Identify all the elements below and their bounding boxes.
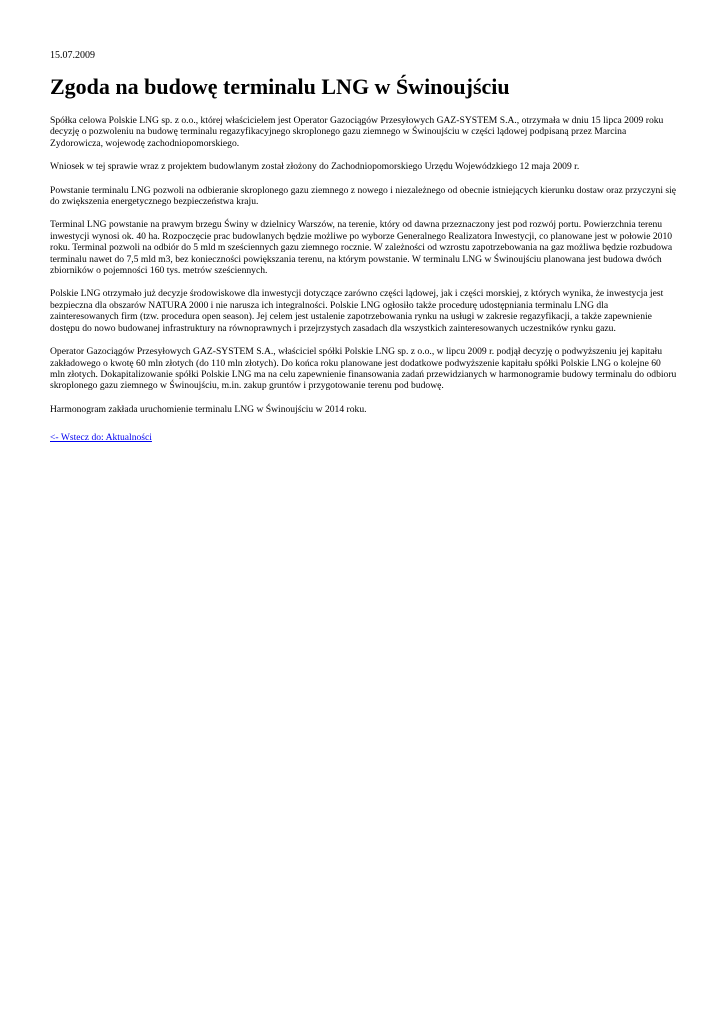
- paragraph-security: Powstanie terminalu LNG pozwoli na odbieranie skroplonego gazu ziemnego z nowego i niezależnego od obecnie istniejących kierunku dostaw oraz przyczyni się do zwiększenia energetycznego bezpieczeństwa kraju.: [50, 184, 677, 208]
- paragraph-schedule: Harmonogram zakłada uruchomienie terminalu LNG w Świnoujściu w 2014 roku.: [50, 403, 367, 415]
- paragraph-application: Wniosek w tej sprawie wraz z projektem budowlanym został złożony do Zachodniopomorskiego Urzędu Wojewódzkiego 12 maja 2009 r.: [50, 161, 580, 173]
- article-date: 15.07.2009: [50, 50, 95, 61]
- paragraph-terminal-details: Terminal LNG powstanie na prawym brzegu Świny w dzielnicy Warszów, na terenie, który od dawna przeznaczony jest pod rozwój portu. Powierzchnia terenu inwestycji wynosi ok. 40 ha. Rozpoczęcie prac budowlanych będzie możliwe po wyborze Generalnego Realizatora Inwestycji, co planowane jest w połowie 2010 roku. Terminal pozwoli na odbiór do 5 mld m sześciennych gazu ziemnego rocznie. W zależności od wzrostu zapotrzebowania na gaz możliwa będzie rozbudowa terminalu nawet do 7,5 mld m3, bez konieczności powiększania terenu, na którym powstanie. W terminalu LNG w Świnoujściu planowana jest budowa dwóch zbiorników o pojemności 160 tys. metrów sześciennych.: [50, 219, 673, 277]
- page-title: Zgoda na budowę terminalu LNG w Świnoujściu: [50, 74, 510, 99]
- paragraph-intro: Spółka celowa Polskie LNG sp. z o.o., której właścicielem jest Operator Gazociągów Przesyłowych GAZ-SYSTEM S.A., otrzymała w dniu 15 lipca 2009 roku decyzję o pozwoleniu na budowę terminalu regazyfikacyjnego skroplonego gazu ziemnego w Świnoujściu w części lądowej podpisaną przez Marcina Zydorowicza, wojewodę zachodniopomorskiego.: [50, 115, 664, 149]
- article: [50, 50, 678, 445]
- paragraph-environmental: Polskie LNG otrzymało już decyzje środowiskowe dla inwestycji dotyczące zarówno części lądowej, jak i części morskiej, z których wynika, że inwestycja jest bezpieczna dla obszarów NATURA 2000 i nie narusza ich integralności. Polskie LNG ogłosiło także procedurę udostępniania terminalu LNG dla zainteresowanych firm (tzw. procedura open season). Jej celem jest ustalenie zapotrzebowania rynku na usługi w zakresie regazyfikacji, a także zapewnienie dostępu do nowo budowanej infrastruktury na równoprawnych i przejrzystych zasadach dla wszystkich zainteresowanych uczestników rynku gazu.: [50, 288, 664, 334]
- paragraph-capital: Operator Gazociągów Przesyłowych GAZ-SYSTEM S.A., właściciel spółki Polskie LNG sp. z o.o., w lipcu 2009 r. podjął decyzję o podwyższeniu jej kapitału zakładowego o kwotę 60 mln złotych (do 110 mln złotych). Do końca roku planowane jest dodatkowe podwyższenie kapitału spółki Polskie LNG o kolejne 60 mln złotych. Dokapitalizowanie spółki Polskie LNG ma na celu zapewnienie finansowania zadań przewidzianych w harmonogramie budowy terminalu do odbioru skroplonego gazu ziemnego w Świnoujściu, m.in. zakup gruntów i przygotowanie terenu pod budowę.: [50, 346, 677, 392]
- back-to-news-link[interactable]: <- Wstecz do: Aktualności: [50, 432, 152, 444]
